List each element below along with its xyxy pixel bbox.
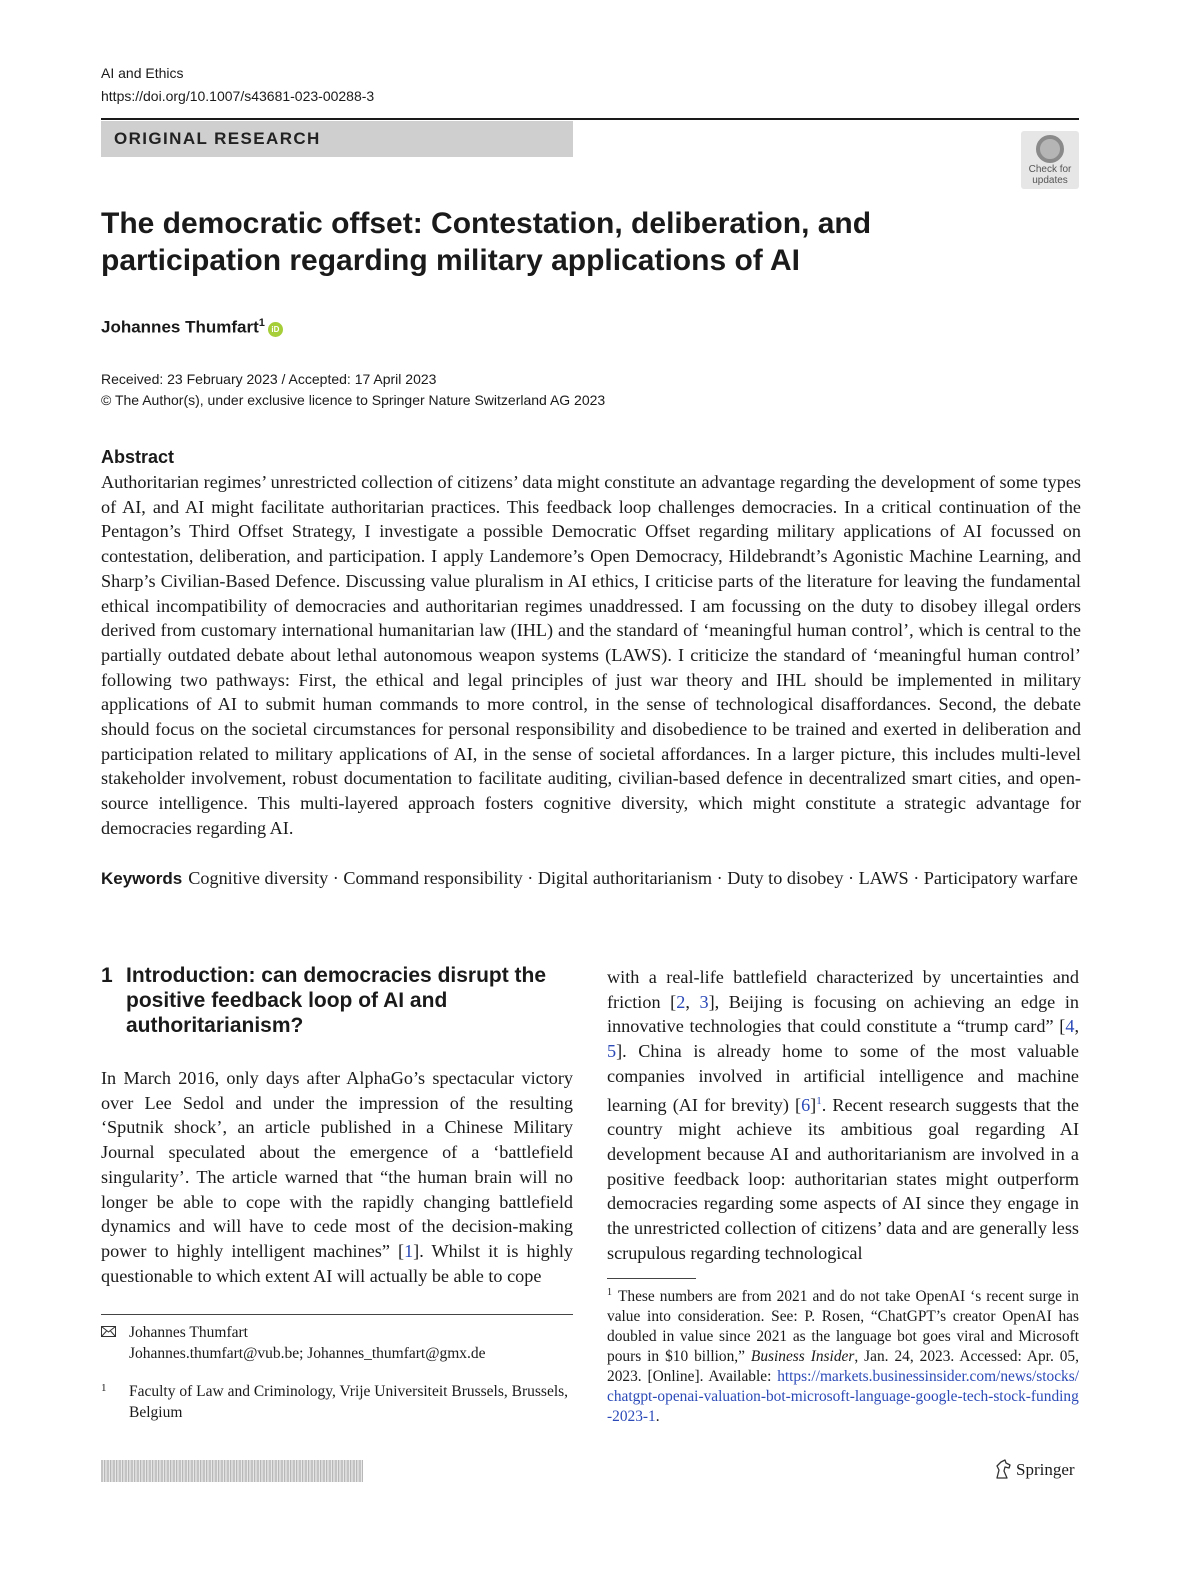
affiliation [101,1382,573,1423]
correspondence [101,1323,573,1364]
affiliation-number: 1 [101,1382,107,1394]
footnote [607,1283,1079,1427]
affiliation-text: Faculty of Law and Criminology, Vrije Universiteit Brussels, Brussels, Belgium [129,1383,569,1421]
intro-paragraph-right [607,965,1079,1266]
check-for-updates-label: Check for updates [1028,164,1072,186]
journal-name: AI and Ethics [101,65,184,81]
footnote-text: These numbers are from 2021 and do not take OpenAI ‘s recent surge in value into consideration. See: P. Rosen, “ChatGPT’s creator OpenAI has doubled in value since 2021 as the language bot goes viral and Microsoft pours in $10 billion,” [607,1288,1079,1366]
corresponding-author-emails[interactable]: Johannes.thumfart@vub.be; Johannes_thumfart@gmx.de [129,1344,486,1362]
intro-text: ] [810,1094,817,1115]
springer-horse-icon [994,1459,1012,1479]
intro-text: ]. Whilst it is highly questionable to which extent AI will actually be able to cope [101,1240,573,1286]
keywords-heading: Keywords [101,869,183,888]
received-dates: Received: 23 February 2023 / Accepted: 17 April 2023 [101,371,437,387]
abstract-body: Authoritarian regimes’ unrestricted collection of citizens’ data might constitute an advantage regarding the development of some types of AI, and AI might facilitate authoritarian practices. This feedback loop challenges democracies. In a critical continuation of the Pentagon’s Third Offset Strategy, I investigate a possible Democratic Offset regarding military applications of AI focussed on contestation, deliberation, and participation. I apply Landemore’s Open Democracy, Hildebrandt’s Agonistic Machine Learning, and Sharp’s Civilian-Based Defence. Discussing value pluralism in AI ethics, I criticise parts of the literature for leaving the fundamental ethical incompatibility of democracies and authoritarian regimes unaddressed. I am focussing on the duty to disobey illegal orders derived from customary international humanitarian law (IHL) and the standard of ‘meaningful human control’, which is central to the partially outdated debate about lethal autonomous weapon systems (LAWS). I criticize the standard of ‘meaningful human control’ following two pathways: First, the ethical and legal principles of just war theory and IHL should be implemented in military applications of AI to submit human commands to more control, in the sense of technological disaffordances. Second, the debate should focus on the societal circumstances for personal responsibility and disobedience to be trained and exerted in deliberation and participation related to military applications of AI, in the sense of societal affordances. In a larger picture, this includes multi-level stakeholder involvement, robust documentation to facilitate auditing, civilian-based defence in decentralized smart cities, and open-source intelligence. This multi-layered approach fosters cognitive diversity, which might constitute a strategic advantage for democracies regarding AI. [101,472,1081,838]
orcid-icon[interactable]: iD [268,322,283,337]
intro-text: In March 2016, only days after AlphaGo’s spectacular victory over Lee Sedol and under the impression of the resulting ‘Sputnik shock’, an article published in a Chinese Military Journal speculated about the emergence of a ‘battlefield singularity’. The article warned that “the human brain will no longer be able to cope with the rapidly changing battlefield dynamics and will have to cede most of the decision-making power to highly intelligent machines” [ [101,1068,573,1261]
citation-link[interactable]: 2 [676,991,686,1012]
citation-link[interactable]: 1 [404,1240,414,1261]
intro-paragraph-left [101,1066,573,1288]
intro-text: . Recent research suggests that the country might achieve its ambitious goal regarding AI development because AI and authoritarianism are involved in a positive feedback loop: authoritarian states might outperform democracies regarding some aspects of AI since they engage in the unrestricted collection of citizens’ data and are generally less scrupulous regarding technological [607,1094,1079,1263]
intro-text: ]. China is already home to some of the most valuable companies involved in artificial intelligence and machine learning (AI for brevity) [ [607,1041,1079,1115]
intro-text: ], Beijing is focusing on achieving an edge in innovative technologies that could constitute a “trump card” [ [607,991,1080,1037]
doi-link[interactable]: https://doi.org/10.1007/s43681-023-00288-3 [101,88,375,104]
footnote-source: Business Insider [750,1348,855,1366]
footnote-rule-right [607,1278,696,1279]
author-affiliation-mark: 1 [258,317,265,329]
author-line [101,311,283,340]
citation-link[interactable]: 6 [801,1094,811,1115]
keywords-list: Cognitive diversity · Command responsibility · Digital authoritarianism · Duty to disobey · LAWS · Participatory warfare [188,868,1078,888]
citation-separator: , [685,991,700,1012]
abstract-heading: Abstract [101,447,175,467]
citation-link[interactable]: 4 [1065,1016,1075,1037]
check-for-updates-badge[interactable] [1021,131,1079,189]
footnote-end: . [655,1408,660,1426]
mail-icon [101,1326,116,1337]
citation-separator: , [1074,1016,1079,1037]
section-title: Introduction: can democracies disrupt the positive feedback loop of AI and authoritarianism? [126,964,547,1037]
publisher-name: Springer [1016,1460,1075,1479]
author-name[interactable]: Johannes Thumfart [101,317,259,337]
citation-link[interactable]: 3 [699,991,709,1012]
publisher-logo [994,1458,1075,1482]
update-check-icon [1036,135,1064,163]
citation-link[interactable]: 5 [607,1041,617,1062]
corresponding-author-name: Johannes Thumfart [129,1324,248,1341]
footnote-number: 1 [607,1287,612,1298]
intro-text: with a real-life battlefield characterized by uncertainties and friction [ [607,967,1079,1012]
section-label: ORIGINAL RESEARCH [101,121,573,157]
keywords [101,866,1081,892]
barcode-strip [101,1460,363,1482]
section-number: 1 [101,964,113,987]
copyright-line: © The Author(s), under exclusive licence to Springer Nature Switzerland AG 2023 [101,392,606,408]
header-rule [101,118,1079,120]
footnote-marker[interactable]: 1 [816,1094,822,1107]
footnote-text-2: , Jan. 24, 2023. Accessed: Apr. 05, 2023. [Online]. Available: [607,1348,1079,1386]
section-heading-introduction [101,963,573,1038]
footnote-url-link[interactable]: https://markets.businessinsider.com/news/stocks/chatgpt-openai-valuation-bot-microsoft-language-google-tech-stock-funding-2023-1 [607,1368,1079,1426]
article-title: The democratic offset: Contestation, deliberation, and participation regarding military applications of AI [101,207,872,277]
footnote-rule-left [101,1314,573,1315]
